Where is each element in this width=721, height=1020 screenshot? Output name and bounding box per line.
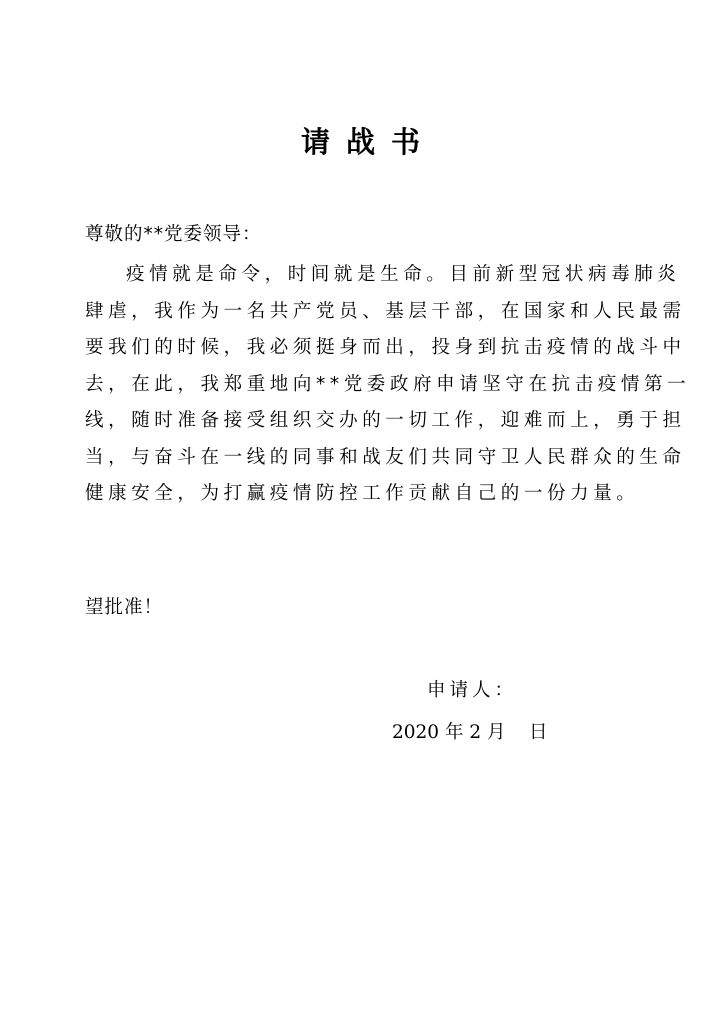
salutation: 尊敬的**党委领导： [85, 224, 262, 245]
document-title: 请战书 [300, 125, 436, 159]
body-line: 健康安全，为打赢疫情防控工作贡献自己的一份力量。 [85, 483, 640, 504]
body-line: 线，随时准备接受组织交办的一切工作，迎难而上，勇于担 [85, 410, 686, 431]
body-line: 肆虐，我作为一名共产党员、基层干部，在国家和人民最需 [85, 300, 686, 322]
signature-date: 2020 年 2 月 日 [392, 722, 548, 743]
body-paragraph [85, 262, 691, 518]
body-line: 去，在此，我郑重地向**党委政府申请坚守在抗击疫情第一 [85, 373, 691, 395]
body-line: 要我们的时候，我必须挺身而出，投身到抗击疫情的战斗中 [85, 337, 686, 358]
body-line: 疫情就是命令，时间就是生命。目前新型冠状病毒肺炎 [126, 264, 681, 285]
applicant-label: 申请人： [427, 680, 518, 701]
closing-request: 望批准！ [85, 597, 164, 618]
body-line: 当，与奋斗在一线的同事和战友们共同守卫人民群众的生命 [85, 446, 686, 468]
